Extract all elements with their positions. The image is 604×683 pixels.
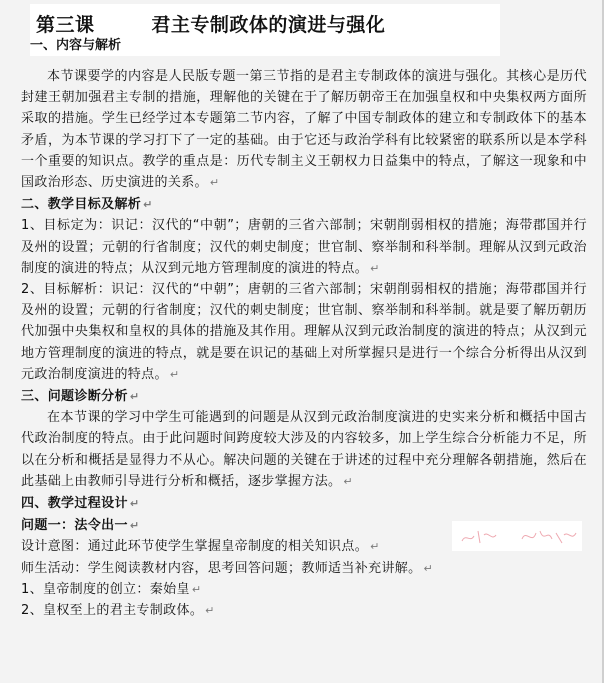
paragraph-text: 本节课要学的内容是人民版专题一第三节指的是君主专制政体的演进与强化。其核心是历代封建王朝加强君主专制的措施，理解他的关键在于了解历朝帝王在加强皇权和中央集权两方面所采取的措施。学生已经学过本专题第二节内容，了解了中国专制政体的建立和专制政体下的基本矛盾，为本节课的学习打下了一定的基础。由于它还与政治学科有比较紧密的联系所以是本学科一个重要的知识点。教学的重点是：历代专制主义王朝权力日益集中的特点，了解这一现象和中国政治形态、历史演进的关系。 [21,69,587,191]
paragraph-text: 2、目标解析：识记：汉代的“中朝”；唐朝的三省六部制；宋朝削弱相权的措施；海带郡国并行及州的设置；元朝的行省制度；汉代的刺史制度；世官制、察举制和科举制。就是要了解历朝历代加强中央集权和皇权的具体的措施及其作用。理解从汉到元政治制度的演进的特点；从汉到元地方管理制度的演进的特点，就是要在识记的基础上对所掌握只是进行一个综合分析得出从汉到元政治制度演进的特点。 [21,282,587,382]
paragraph-text: 二、教学目标及解析 [21,197,142,213]
signature-image [452,521,582,551]
paragraph [21,579,587,600]
paragraph [21,558,587,579]
paragraph-return-icon: ↵ [370,261,380,275]
paragraph-text: 1、目标定为：识记：汉代的“中朝”；唐朝的三省六部制；宋朝削弱相权的措施；海带郡国并行及州的设置；元朝的行省制度；汉代的刺史制度；世官制、察举制和科举制。理解从汉到元政治制度的演进的特点；从汉到元地方管理制度的演进的特点。 [21,218,587,276]
paragraph [21,407,587,492]
paragraph [21,215,587,279]
section-heading-content: 一、内容与解析 [30,38,122,53]
paragraph-text: 1、皇帝制度的创立：秦始皇 [21,581,190,597]
paragraph-text: 设计意图：通过此环节使学生掌握皇帝制度的相关知识点。 [21,539,369,555]
paragraph [21,600,587,621]
paragraph-return-icon: ↵ [129,497,140,511]
section-heading [21,194,587,215]
lesson-title: 第三课 君主专制政体的演进与强化 [36,14,386,36]
section-heading [21,493,587,514]
paragraph-return-icon: ↵ [209,176,220,190]
paragraph-return-icon: ↵ [143,198,153,212]
paragraph [21,279,587,385]
paragraph-return-icon: ↵ [423,561,434,575]
paragraph-text: 师生活动：学生阅读教材内容，思考回答问题；教师适当补充讲解。 [21,560,422,576]
paragraph-text: 四、教学过程设计 [21,496,128,512]
paragraph-return-icon: ↵ [191,582,202,596]
handwritten-signature-icon [452,521,582,551]
paragraph-text: 在本节课的学习中学生可能遇到的问题是从汉到元政治制度演进的史实来分析和概括中国古代政治制度的特点。由于此问题时间跨度较大涉及的内容较多，加上学生综合分析能力不足，所以在分析和概括是显得力不从心。解决问题的关键在于讲述的过程中充分理解各朝措施，然后在此基础上由教师引导进行分析和概括，逐步掌握方法。 [21,410,587,489]
paragraph-return-icon: ↵ [169,367,180,381]
paragraph-return-icon: ↵ [343,474,353,488]
section-heading [21,386,587,407]
paragraph-return-icon: ↵ [370,540,380,554]
paragraph-text: 问题一：法令出一 [21,518,128,534]
paragraph-return-icon: ↵ [129,519,140,533]
paragraph-return-icon: ↵ [129,390,140,404]
paragraph-return-icon: ↵ [205,604,215,618]
paragraph-text: 三、问题诊断分析 [21,389,128,405]
paragraph [21,66,587,193]
paragraph-text: 2、皇权至上的君主专制政体。 [21,603,204,619]
